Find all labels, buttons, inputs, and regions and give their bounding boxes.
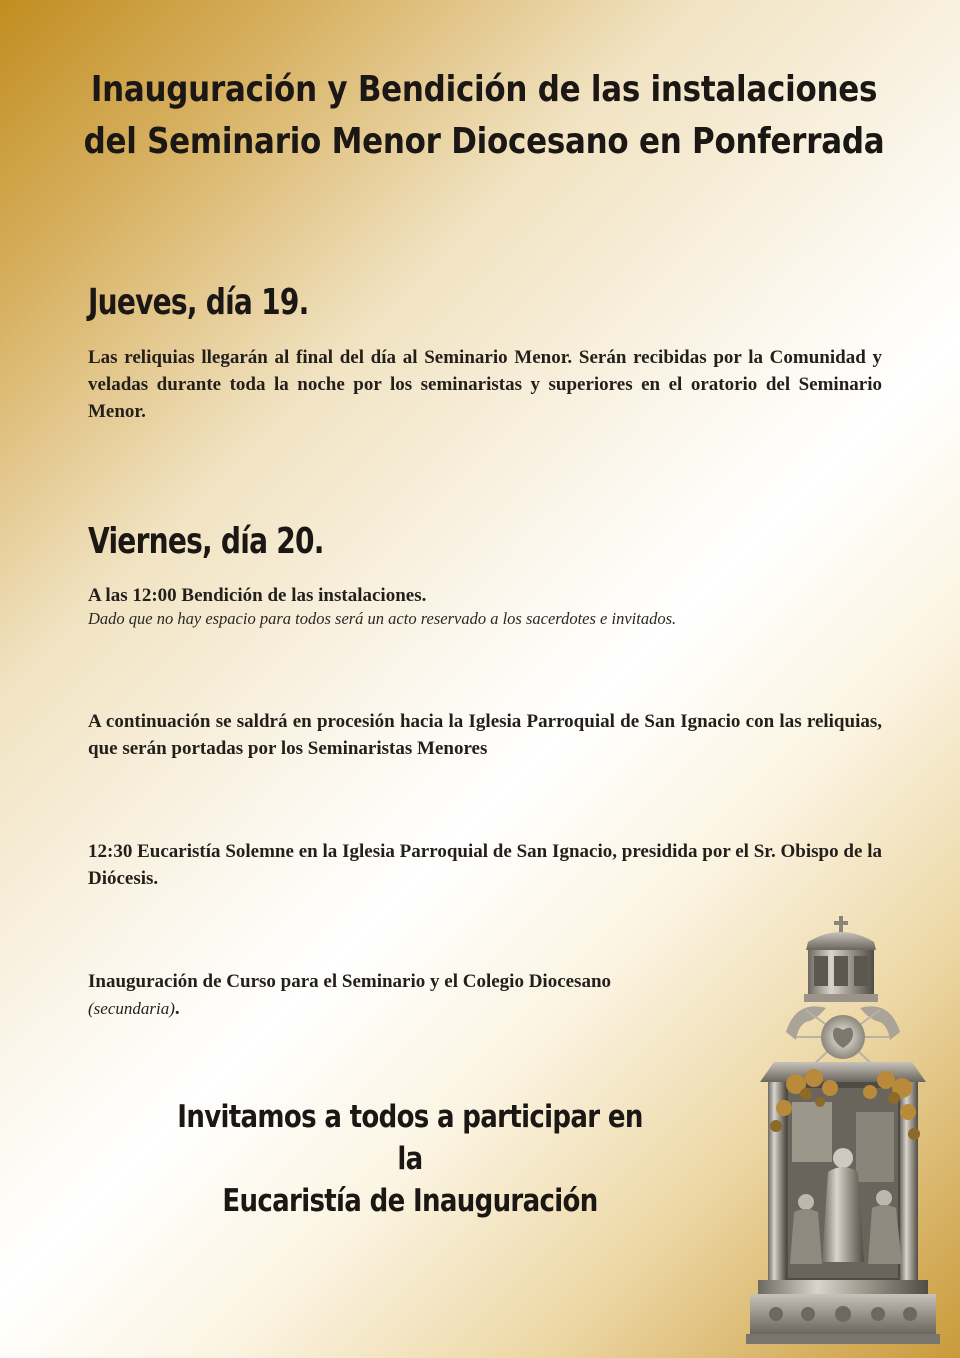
course-end: . (174, 998, 180, 1019)
closing-line-2: Eucaristía de Inauguración (222, 1183, 598, 1219)
blessing-note: Dado que no hay espacio para todos será un acto reservado a los sacerdotes e invitados. (88, 609, 677, 628)
page-title (68, 64, 900, 168)
thursday-heading: Jueves, día 19. (88, 282, 309, 323)
thursday-text: Las reliquias llegarán al final del día al Seminario Menor. Serán recibidas por la Comunidad y veladas durante toda la noche por los seminaristas y superiores en el oratorio del Seminario Menor. (88, 347, 882, 422)
procession-text: A continuación se saldrá en procesión hacia la Iglesia Parroquial de San Ignacio con las reliquias, que serán portadas por los Seminaristas Menores (88, 711, 882, 759)
closing-invitation (175, 1096, 645, 1222)
reliquary-image (736, 912, 950, 1348)
course-note: (secundaria) (88, 999, 175, 1018)
title-line-2: del Seminario Menor Diocesano en Ponferrada (83, 121, 885, 162)
course-label: Inauguración de Curso para el Seminario y el Colegio Diocesano (88, 971, 612, 992)
title-line-1: Inauguración y Bendición de las instalaciones (90, 69, 878, 110)
mass-text: 12:30 Eucaristía Solemne en la Iglesia Parroquial de San Ignacio, presidida por el Sr. Obispo de la Diócesis. (88, 841, 882, 889)
blessing-text: A las 12:00 Bendición de las instalaciones. (88, 585, 427, 606)
friday-heading: Viernes, día 20. (88, 521, 324, 562)
closing-line-1: Invitamos a todos a participar en la (177, 1099, 643, 1177)
